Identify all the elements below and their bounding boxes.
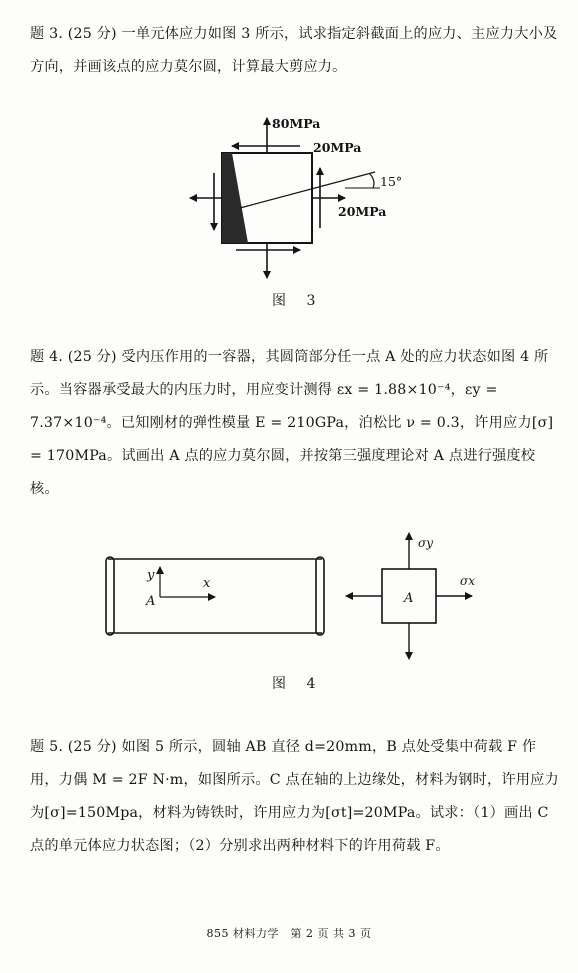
- section-normal-line: [240, 172, 375, 208]
- element-a-label: A: [404, 591, 414, 606]
- sigma-y-label: σy: [418, 536, 433, 550]
- page-footer: 855 材料力学 第 2 页 共 3 页: [206, 927, 372, 940]
- x-axis-label: x: [203, 576, 211, 591]
- shear-stress-label: 20MPa: [313, 140, 362, 155]
- figure-4: [90, 525, 510, 665]
- question-4-text: 题 4. (25 分) 受内压作用的一容器，其圆筒部分任一点 A 处的应力状态如图 4 所示。当容器承受最大的内压力时，用应变计测得 εx = 1.88×10⁻⁴，εy = 7.37×10⁻⁴。已知刚材的弹性模量 E = 210GPa，泊松比 ν = 0.3，许用应力[σ] = 170MPa。试画出 A 点的应力莫尔圆，并按第三强度理论对 A 点进行强度校核。: [30, 349, 554, 497]
- bottom-shear-label: 20MPa: [338, 204, 387, 219]
- inclined-section: [222, 153, 248, 243]
- figure-3: [170, 108, 430, 283]
- angle-label: 15°: [380, 174, 403, 189]
- angle-arc: [370, 174, 374, 188]
- question-5-text: 题 5. (25 分) 如图 5 所示，圆轴 AB 直径 d=20mm，B 点处受集中荷载 F 作用，力偶 M = 2F N·m，如图所示。C 点在轴的上边缘处，材料为钢时，许用应力为[σ]=150Mpa，材料为铸铁时，许用应力为[σt]=20MPa。试求：（1）画出 C 点的单元体应力状态图；（2）分别求出两种材料下的许用荷载 F。: [30, 739, 559, 854]
- figure-4-caption: 图 4: [272, 676, 324, 692]
- sigma-x-label: σx: [460, 574, 475, 588]
- top-stress-label: 80MPa: [272, 116, 321, 131]
- cylinder-vessel: [106, 557, 324, 635]
- question-3-text: 题 3. (25 分) 一单元体应力如图 3 所示，试求指定斜截面上的应力、主应力大小及方向，并画该点的应力莫尔圆，计算最大剪应力。: [30, 26, 558, 75]
- figure-3-caption: 图 3: [272, 293, 324, 309]
- point-a-label: A: [146, 594, 156, 609]
- y-axis-label: y: [147, 568, 155, 583]
